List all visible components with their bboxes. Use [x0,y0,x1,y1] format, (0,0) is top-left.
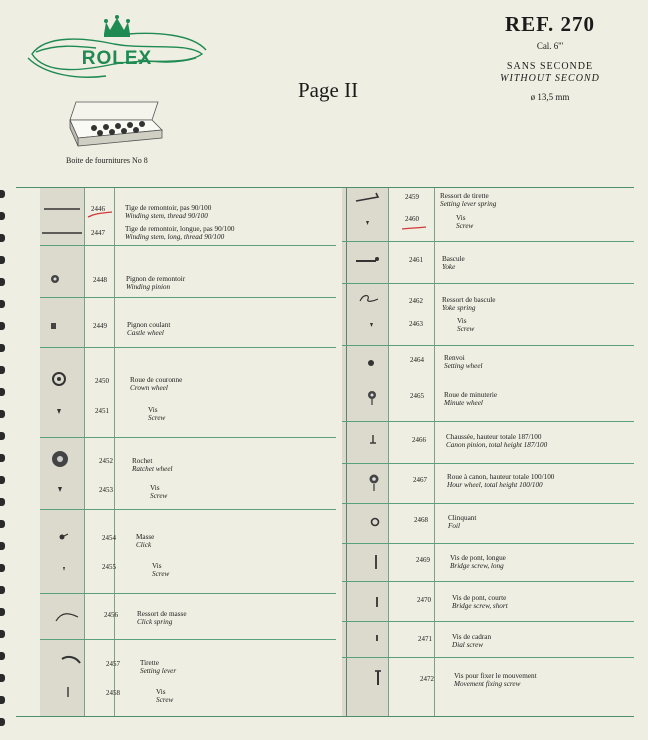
part-number: 2455 [102,563,116,571]
canon-pinion-image [342,427,388,457]
part-name-fr: Rochet [132,457,153,465]
red-pen-mark [86,209,116,221]
bridge-screw-long-image [342,549,388,579]
setting-wheel-image [342,351,388,381]
part-name-en: Yoke [442,263,456,271]
part-number: 2471 [418,635,432,643]
part-name-en: Screw [456,222,474,230]
part-name-fr: Ressort de bascule [442,296,496,304]
part-name-fr: Masse [136,533,155,541]
part-name-fr: Vis de cadran [452,633,492,641]
part-name-en: Dial screw [452,641,484,649]
part-number: 2450 [95,377,109,385]
part-name-en: Movement fixing screw [454,680,521,688]
part-name-fr: Tirette [140,659,159,667]
part-name-fr: Pignon coulant [127,321,171,329]
part-number: 2469 [416,556,430,564]
hour-wheel-image [342,467,388,501]
part-name-fr: Tige de remontoir, longue, pas 90/100 [125,225,235,233]
part-number: 2464 [410,356,424,364]
part-name-en: Bridge screw, long [450,562,504,570]
binding-spiral [0,190,6,740]
part-name-en: Setting lever [140,667,177,675]
part-number: 2465 [410,392,424,400]
part-number: 2452 [99,457,113,465]
red-pen-mark [400,223,430,235]
box-caption: Boite de fournitures No 8 [66,156,148,165]
part-name-fr: Chaussée, hauteur totale 187/100 [446,433,542,441]
part-name-en: Click spring [137,618,173,626]
part-number: 2448 [93,276,107,284]
part-name-en: Bridge screw, short [452,602,508,610]
part-name-en: Winding stem, thread 90/100 [125,212,208,220]
part-name-fr: Vis pour fixer le mouvement [454,672,537,680]
part-name-fr: Pignon de remontoir [126,275,186,283]
part-number: 2458 [106,689,120,697]
caliber: Cal. 6''' [536,41,564,51]
setting-lever-image [40,649,84,713]
part-number: 2457 [106,660,120,668]
part-number: 2447 [91,229,105,237]
part-name-fr: Vis [156,688,166,696]
castle-wheel-image [40,317,84,337]
part-name-en: Winding stem, long, thread 90/100 [125,233,225,241]
part-name-en: Screw [148,414,166,422]
part-number: 2454 [102,534,116,542]
part-name-fr: Roue à canon, hauteur totale 100/100 [447,473,555,481]
setting-lever-spring-image [342,189,388,239]
part-number: 2459 [405,193,419,201]
part-number: 2453 [99,486,113,494]
dial-screw-image [342,627,388,653]
part-name-en: Screw [457,325,475,333]
subtitle-fr: SANS SECONDE [506,61,594,72]
part-name-fr: Clinquant [448,514,477,522]
subtitle-en: WITHOUT SECOND [500,73,600,84]
part-number: 2468 [414,516,428,524]
click-image [40,527,84,577]
part-name-en: Screw [150,492,168,500]
movement-fixing-screw-image [342,663,388,703]
part-name-en: Setting wheel [444,362,483,370]
part-name-fr: Ressort de tirette [440,192,489,200]
part-number: 2463 [409,320,423,328]
part-number: 2466 [412,436,426,444]
parts-table [16,187,634,717]
part-number: 2470 [417,596,431,604]
reference-number: REF. 270 [504,12,596,36]
part-name-en: Click [136,541,152,549]
part-name-fr: Vis [150,484,160,492]
diameter: ø 13,5 mm [530,92,570,102]
part-name-fr: Vis [456,214,466,222]
part-number: 2472 [420,675,434,683]
part-number: 2456 [104,611,118,619]
part-name-fr: Vis [148,406,158,414]
part-name-fr: Bascule [442,255,465,263]
part-name-en: Castle wheel [127,329,164,337]
part-name-en: Canon pinion, total height 187/100 [446,441,548,449]
part-name-fr: Roue de minuterie [444,391,498,399]
part-name-en: Yoke spring [442,304,476,312]
foil-image [342,509,388,539]
part-number: 2462 [409,297,423,305]
part-number: 2449 [93,322,107,330]
part-name-fr: Vis [457,317,467,325]
part-name-en: Screw [156,696,174,704]
part-name-fr: Vis de pont, longue [450,554,506,562]
winding-stem-image [40,197,84,247]
part-name-fr: Renvoi [444,354,465,362]
part-number: 2460 [405,215,419,223]
parts-box-image [64,98,168,148]
yoke-image [342,247,388,277]
part-number: 2461 [409,256,423,264]
page-title: Page II [298,78,359,102]
part-name-en: Winding pinion [126,283,171,291]
part-number: 2446 [91,205,105,213]
ratchet-wheel-image [40,445,84,505]
part-number: 2451 [95,407,109,415]
part-name-fr: Ressort de masse [137,610,187,618]
reference-block [470,12,630,102]
part-name-en: Screw [152,570,170,578]
part-name-fr: Vis [152,562,162,570]
rolex-logo [26,14,208,92]
bridge-screw-short-image [342,587,388,617]
brand-name: ROLEX [81,48,153,69]
winding-pinion-image [40,267,84,291]
minute-wheel-image [342,383,388,417]
part-name-fr: Vis de pont, courte [452,594,507,602]
part-name-en: Crown wheel [130,384,168,392]
part-name-en: Setting lever spring [440,200,497,208]
part-number: 2467 [413,476,427,484]
part-name-fr: Roue de couronne [130,376,183,384]
part-name-en: Hour wheel, total height 100/100 [447,481,543,489]
click-spring-image [40,601,84,631]
yoke-spring-image [342,287,388,341]
crown-wheel-image [40,369,84,429]
part-name-en: Ratchet wheel [132,465,173,473]
part-name-fr: Tige de remontoir, pas 90/100 [125,204,212,212]
part-name-en: Minute wheel [444,399,483,407]
part-name-en: Foil [448,522,460,530]
